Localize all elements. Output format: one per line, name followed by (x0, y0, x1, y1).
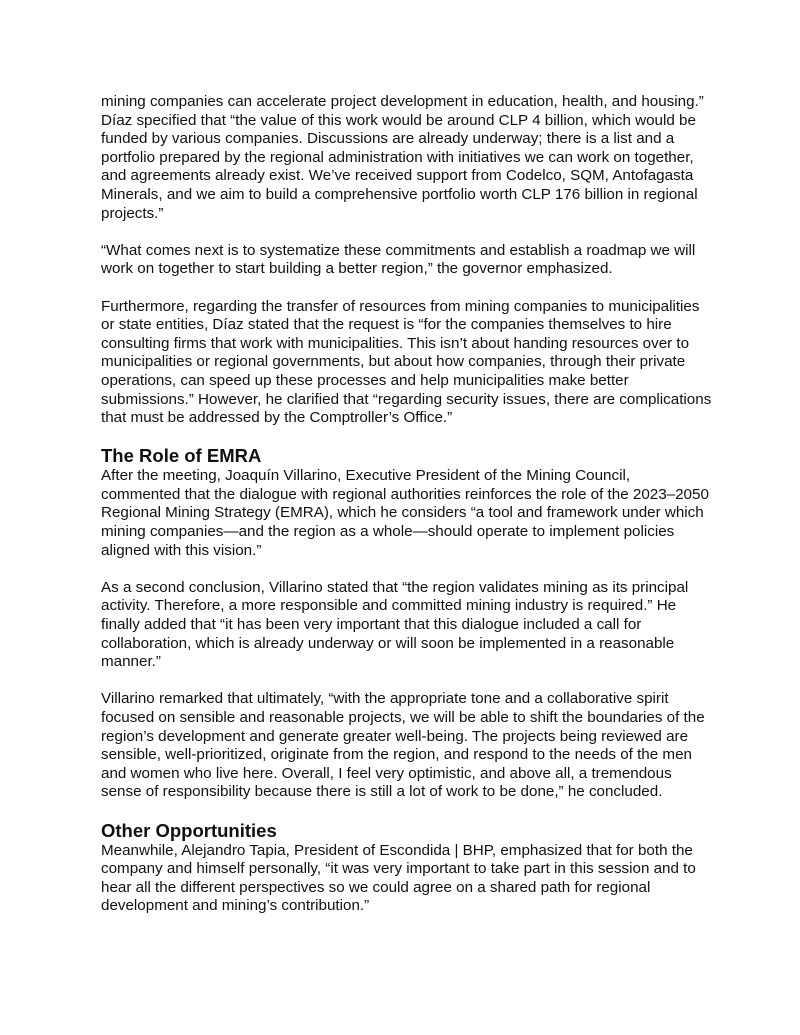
paragraph-second-conclusion: As a second conclusion, Villarino stated that “the region validates mining as its principal activity. Therefore, a more responsible and committed mining industry is required.” He finally added that “it has been very important that this dialogue included a call for collaboration, which is already underway or will soon be implemented in a reasonable manner.” (101, 578, 689, 671)
document-page (101, 93, 713, 935)
heading-other-opportunities: Other Opportunities (101, 819, 277, 841)
heading-role-of-emra: The Role of EMRA (101, 445, 262, 467)
paragraph-resource-transfer: Furthermore, regarding the transfer of resources from mining companies to municipalities or state entities, Díaz stated that the request is “for the companies themselves to hire consulting firms that work with municipalities. This isn’t about handing resources over to municipalities or regional governments, but about how companies, through their private operations, can speed up these processes and help municipalities make better submissions.” However, he clarified that “regarding security issues, there are complications that must be addressed by the Comptroller’s Office.” (101, 297, 712, 427)
paragraph-roadmap-quote: “What comes next is to systematize these commitments and establish a roadmap we will work on together to start building a better region,” the governor emphasized. (101, 241, 696, 278)
paragraph-tapia-statement: Meanwhile, Alejandro Tapia, President of Escondida | BHP, emphasized that for both the company and himself personally, “it was very important to take part in this session and to hear all the different perspectives so we could agree on a shared path for regional development and mining’s contribution.” (101, 841, 696, 915)
paragraph-villarino-emra: After the meeting, Joaquín Villarino, Executive President of the Mining Council, commented that the dialogue with regional authorities reinforces the role of the 2023–2050 Regional Mining Strategy (EMRA), which he considers “a tool and framework under which mining companies—and the region as a whole—should operate to implement policies aligned with this vision.” (101, 467, 709, 559)
paragraph-villarino-remarks: Villarino remarked that ultimately, “with the appropriate tone and a collaborative spirit focused on sensible and reasonable projects, we will be able to shift the boundaries of the region’s development and generate greater well-being. The projects being reviewed are sensible, well-prioritized, originate from the region, and respond to the needs of the men and women who live here. Overall, I feel very optimistic, and above all, a tremendous sense of responsibility because there is still a lot of work to be done,” he concluded. (101, 690, 705, 801)
paragraph-continued-diaz-statement: mining companies can accelerate project development in education, health, and housing.” Díaz specified that “the value of this work would be around CLP 4 billion, which would be funded by various companies. Discussions are already underway; there is a list and a portfolio prepared by the regional administration with initiatives we can work on together, and agreements already exist. We’ve received support from Codelco, SQM, Antofagasta Minerals, and we aim to build a comprehensive portfolio worth CLP 176 billion in regional projects.” (101, 93, 704, 222)
